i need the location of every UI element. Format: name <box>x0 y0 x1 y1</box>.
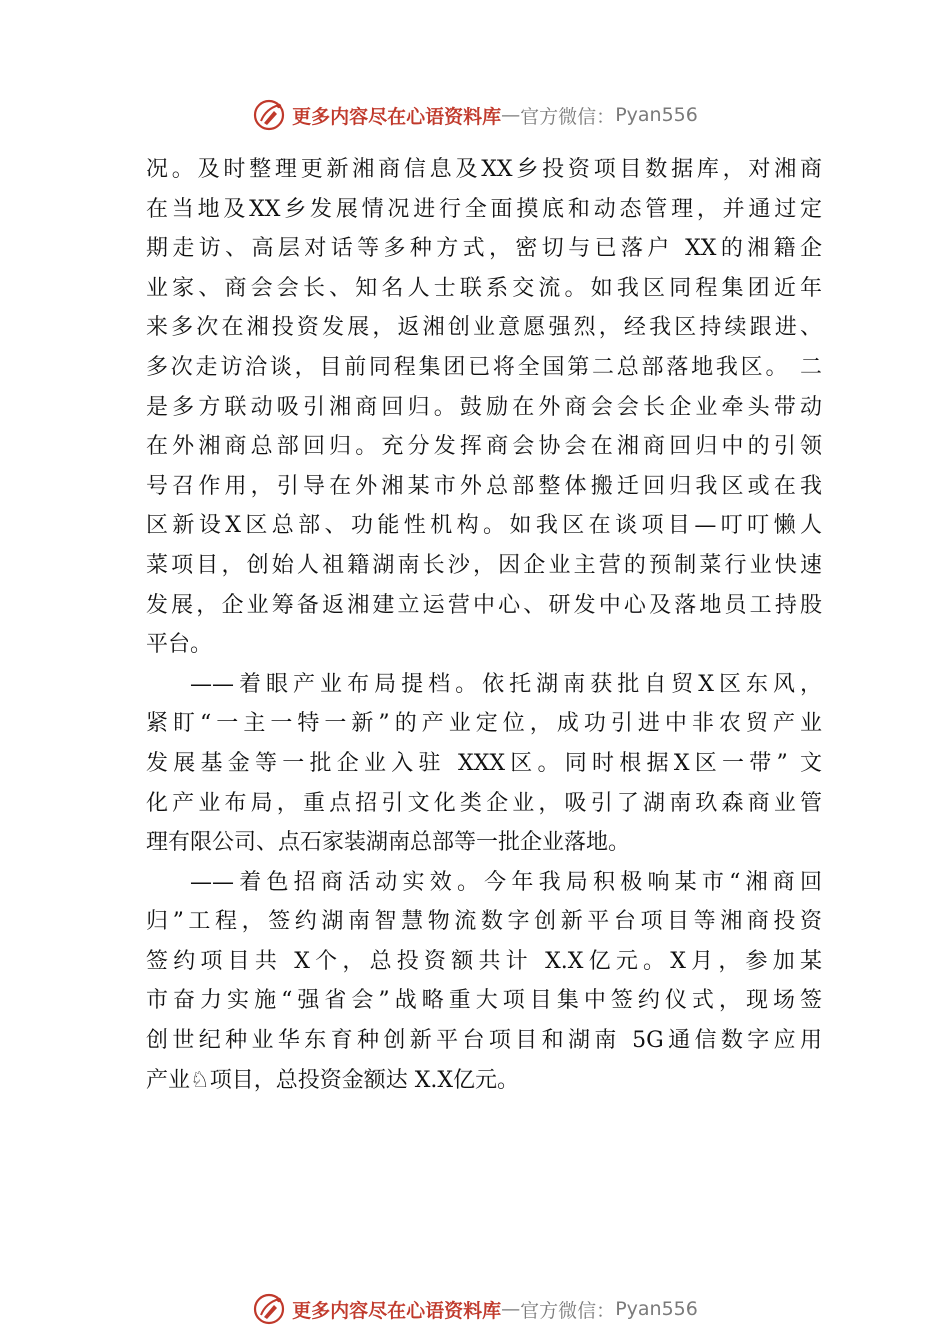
body-line: 发展基金等一批企业入驻 XXX区。同时根据X区一带” 文 <box>146 750 822 776</box>
body-line: 产业♘项目，总投资金额达 X.X亿元。 <box>146 1067 520 1093</box>
body-line: 理有限公司、点石家装湖南总部等一批企业落地。 <box>146 830 631 856</box>
banner-brand-text: 更多内容尽在心语资料库 <box>292 1299 502 1322</box>
banner-wechat-id: Pyan556 <box>615 1298 698 1320</box>
body-line: 紧盯“一主一特一新”的产业定位，成功引进中非农贸产业 <box>146 711 822 737</box>
body-line: 来多次在湘投资发展，返湘创业意愿强烈，经我区持续跟进、 <box>146 315 822 341</box>
body-line: 菜项目，创始人祖籍湖南长沙，因企业主营的预制菜行业快速 <box>146 552 822 578</box>
body-line: 期走访、高层对话等多种方式，密切与已落户 XX的湘籍企 <box>146 236 822 262</box>
banner-official-label: 官方微信： <box>520 1299 616 1322</box>
brand-logo-icon <box>252 1291 288 1327</box>
body-line: 创世纪种业华东育种创新平台项目和湖南 5G通信数字应用 <box>146 1028 822 1054</box>
banner-dash: — <box>501 104 521 126</box>
header-banner <box>0 95 950 135</box>
body-line: 平台。 <box>146 632 213 658</box>
body-line: 号召作用，引导在外湘某市外总部整体搬迁回归我区或在我 <box>146 473 822 499</box>
body-line: 在当地及XX乡发展情况进行全面摸底和动态管理，并通过定 <box>146 196 822 222</box>
body-line: ——着色招商活动实效。今年我局积极响某市“湘商回 <box>190 869 822 895</box>
body-line: 况。及时整理更新湘商信息及XX乡投资项目数据库，对湘商 <box>146 157 822 182</box>
body-line: 在外湘商总部回归。充分发挥商会协会在湘商回归中的引领 <box>146 434 822 460</box>
banner-official-label: 官方微信： <box>520 105 616 128</box>
banner-wechat-id: Pyan556 <box>615 104 698 126</box>
body-line: 是多方联动吸引湘商回归。鼓励在外商会会长企业牵头带动 <box>146 394 822 420</box>
body-line: ——着眼产业布局提档。依托湖南获批自贸X区东风， <box>190 671 822 697</box>
banner-dash: — <box>501 1298 521 1320</box>
body-line: 业家、商会会长、知名人士联系交流。如我区同程集团近年 <box>146 275 822 301</box>
body-line: 多次走访洽谈，目前同程集团已将全国第二总部落地我区。 二 <box>146 354 822 380</box>
body-line: 发展，企业筹备返湘建立运营中心、研发中心及落地员工持股 <box>146 592 822 618</box>
body-line: 化产业布局，重点招引文化类企业，吸引了湖南玖森商业管 <box>146 790 822 816</box>
footer-banner <box>0 1289 950 1329</box>
brand-logo-icon <box>252 97 288 133</box>
document-body <box>146 150 822 1100</box>
body-line: 归”工程，签约湖南智慧物流数字创新平台项目等湘商投资 <box>146 909 822 935</box>
banner-brand-text: 更多内容尽在心语资料库 <box>292 105 502 128</box>
body-line: 区新设X区总部、功能性机构。如我区在谈项目—叮叮懒人 <box>146 513 822 539</box>
body-line: 签约项目共 X个，总投资额共计 X.X亿元。X月，参加某 <box>146 948 822 974</box>
body-line: 市奋力实施“强省会”战略重大项目集中签约仪式，现场签 <box>146 988 822 1014</box>
